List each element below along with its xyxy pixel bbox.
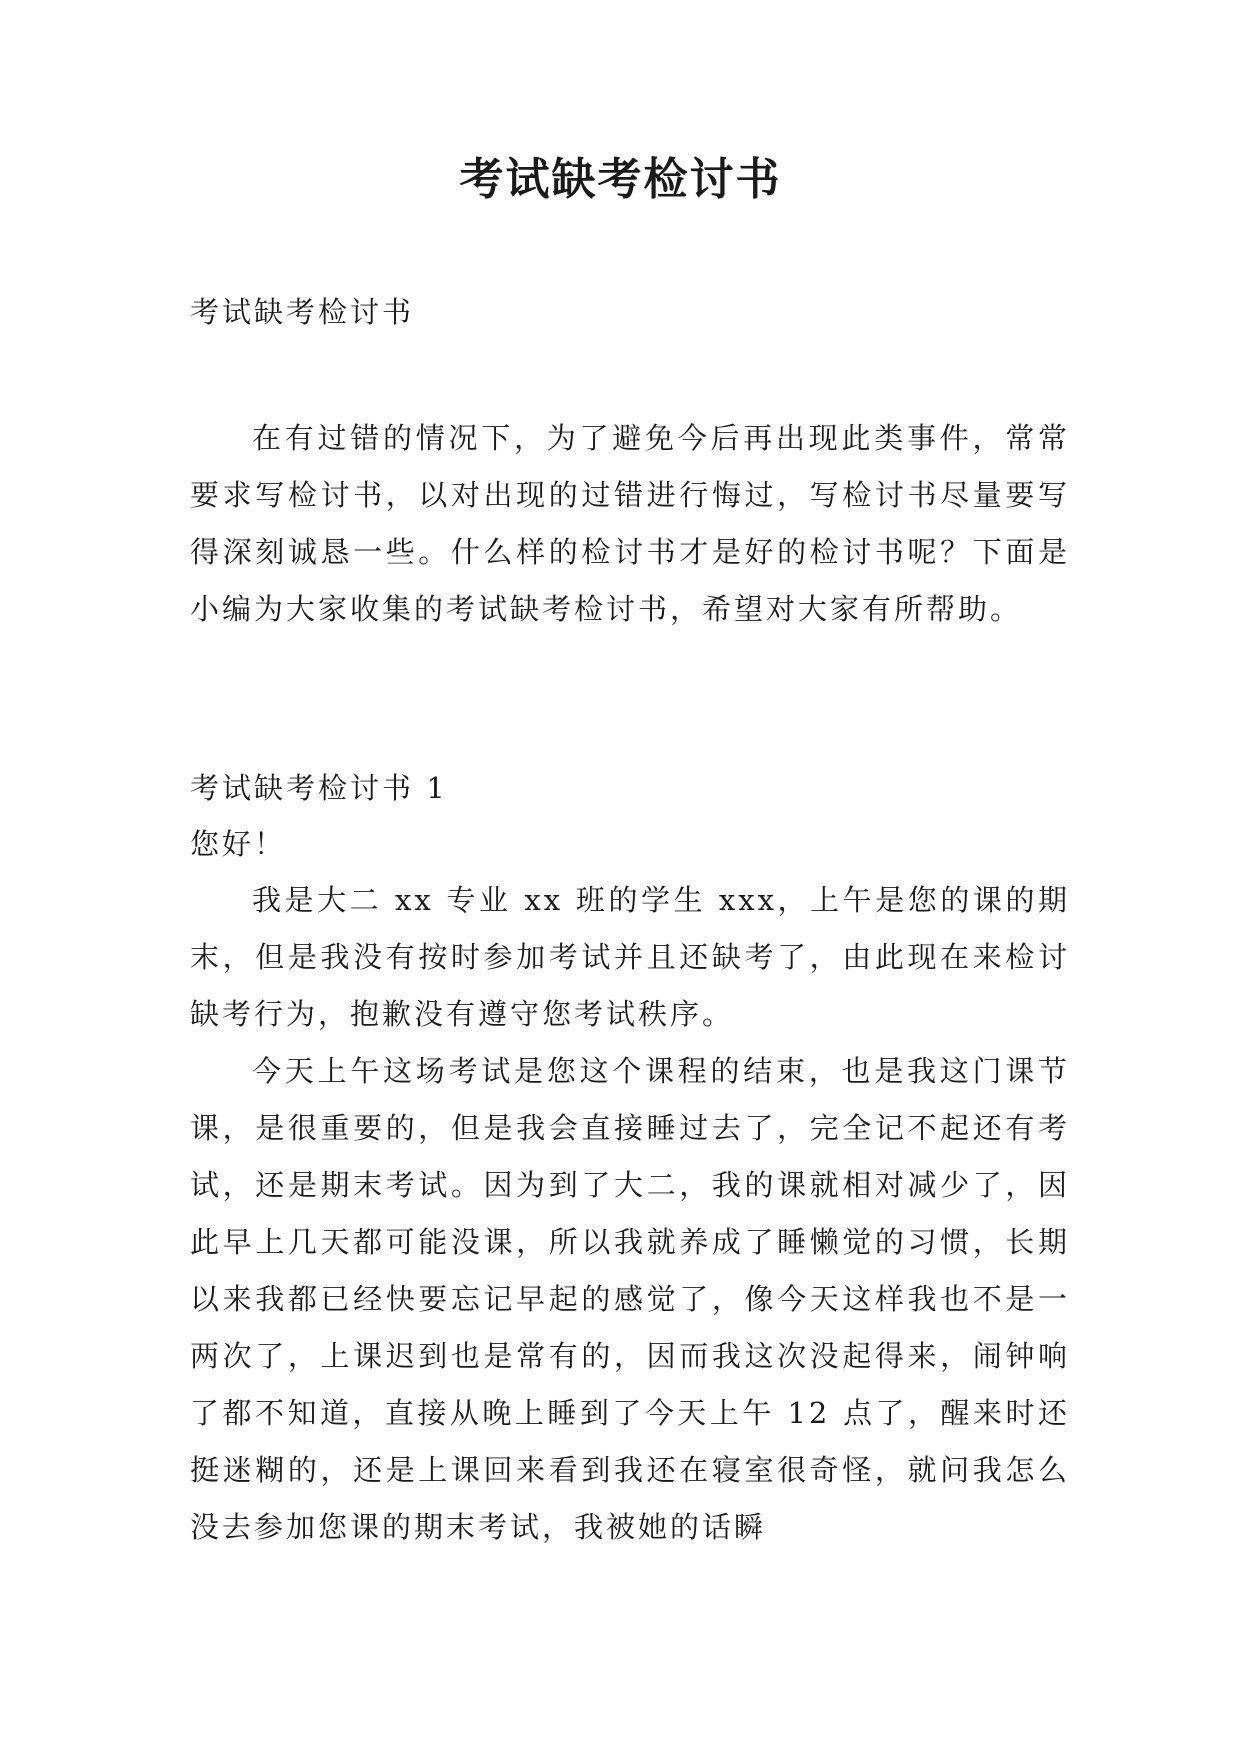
body-paragraph: 今天上午这场考试是您这个课程的结束，也是我这门课节课，是很重要的，但是我会直接睡过去了，完全记不起还有考试，还是期末考试。因为到了大二，我的课就相对减少了，因此早上几天都可能没课，所以我就养成了睡懒觉的习惯，长期以来我都已经快要忘记早起的感觉了，像今天这样我也不是一两次了，上课迟到也是常有的，因而我这次没起得来，闹钟响了都不知道，直接从晚上睡到了今天上午 12 点了，醒来时还挺迷糊的，还是上课回来看到我还在寝室很奇怪，就问我怎么没去参加您课的期末考试，我被她的话瞬	[190, 1054, 1070, 1544]
document-title: 考试缺考检讨书	[459, 154, 782, 205]
body-paragraph: 我是大二 xx 专业 xx 班的学生 xxx，上午是您的课的期末，但是我没有按时参加考试并且还缺考了，由此现在来检讨缺考行为，抱歉没有遵守您考试秩序。	[190, 883, 1070, 1031]
letter-body	[190, 872, 1070, 1556]
document-subtitle: 考试缺考检讨书	[190, 295, 415, 329]
section-title: 考试缺考检讨书 1	[190, 771, 448, 805]
greeting: 您好！	[190, 827, 287, 861]
intro-paragraph: 在有过错的情况下，为了避免今后再出现此类事件，常常要求写检讨书，以对出现的过错进行悔过，写检讨书尽量要写得深刻诚恳一些。什么样的检讨书才是好的检讨书呢？下面是小编为大家收集的考试缺考检讨书，希望对大家有所帮助。	[190, 421, 1070, 626]
